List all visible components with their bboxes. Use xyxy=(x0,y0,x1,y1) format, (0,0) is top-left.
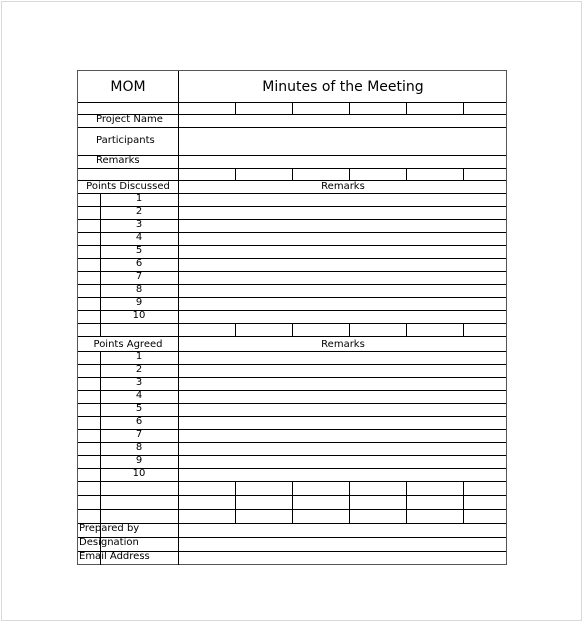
spacer-column-line xyxy=(463,323,464,336)
blank-column-line xyxy=(235,481,236,523)
blank-column-line xyxy=(349,481,350,523)
project-name-label: Project Name xyxy=(96,114,163,125)
spacer-column-line xyxy=(406,102,407,114)
main-column-divider xyxy=(178,71,179,565)
discussed-point-number: 6 xyxy=(135,258,143,269)
row-line xyxy=(78,336,506,337)
agreed-point-number: 8 xyxy=(135,442,143,453)
blank-column-line xyxy=(406,481,407,523)
remarks-label: Remarks xyxy=(96,155,140,166)
minutes-form xyxy=(77,70,507,565)
agreed-point-number: 1 xyxy=(135,351,143,362)
agreed-point-number: 10 xyxy=(132,468,146,479)
agreed-point-number: 6 xyxy=(135,416,143,427)
spacer-column-line xyxy=(463,102,464,114)
points-discussed-header: Points Discussed xyxy=(86,181,170,192)
agreed-point-number: 3 xyxy=(135,377,143,388)
discussed-point-number: 3 xyxy=(135,219,143,230)
agreed-point-number: 5 xyxy=(135,403,143,414)
agreed-remarks-header: Remarks xyxy=(321,339,365,350)
spacer-column-line xyxy=(235,168,236,180)
spacer-narrow-column xyxy=(100,323,101,336)
row-line xyxy=(78,127,506,128)
spacer-column-line xyxy=(292,102,293,114)
discussed-point-number: 4 xyxy=(135,232,143,243)
designation-label: Designation xyxy=(79,537,139,548)
email-address-label: Email Address xyxy=(79,551,150,562)
spacer-column-line xyxy=(292,168,293,180)
discussed-point-number: 9 xyxy=(135,297,143,308)
points-agreed-header: Points Agreed xyxy=(93,339,163,350)
row-line xyxy=(78,155,506,156)
row-line xyxy=(78,180,506,181)
row-line xyxy=(78,523,506,524)
agreed-point-number: 7 xyxy=(135,429,143,440)
agreed-point-number: 4 xyxy=(135,390,143,401)
discussed-remarks-header: Remarks xyxy=(321,181,365,192)
row-line xyxy=(78,537,506,538)
discussed-point-number: 2 xyxy=(135,206,143,217)
spacer-column-line xyxy=(349,102,350,114)
discussed-point-number: 10 xyxy=(132,310,146,321)
row-line xyxy=(78,551,506,552)
agreed-point-number: 2 xyxy=(135,364,143,375)
spacer-column-line xyxy=(235,323,236,336)
blank-column-line xyxy=(292,481,293,523)
spacer-column-line xyxy=(406,168,407,180)
spacer-column-line xyxy=(406,323,407,336)
agreed-point-number: 9 xyxy=(135,455,143,466)
discussed-point-number: 1 xyxy=(135,193,143,204)
form-title: Minutes of the Meeting xyxy=(262,79,424,95)
spacer-column-line xyxy=(349,323,350,336)
prepared-by-label: Prepared by xyxy=(79,523,140,534)
discussed-point-number: 7 xyxy=(135,271,143,282)
spacer-column-line xyxy=(349,168,350,180)
form-short-title: MOM xyxy=(110,79,146,95)
row-line xyxy=(78,114,506,115)
discussed-point-number: 8 xyxy=(135,284,143,295)
spacer-column-line xyxy=(463,168,464,180)
spacer-column-line xyxy=(235,102,236,114)
spacer-column-line xyxy=(292,323,293,336)
discussed-point-number: 5 xyxy=(135,245,143,256)
blank-column-line xyxy=(463,481,464,523)
participants-label: Participants xyxy=(96,135,155,146)
